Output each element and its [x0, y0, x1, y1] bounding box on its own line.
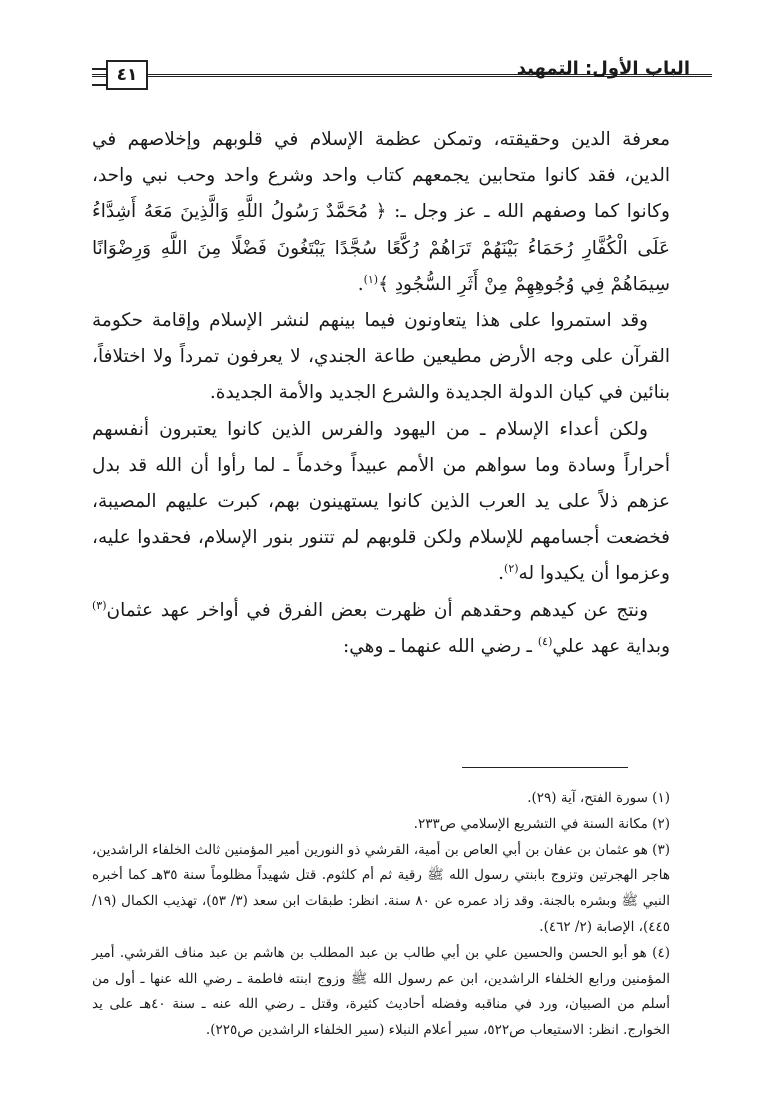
- footnote-3: (٣) هو عثمان بن عفان بن أبي العاص بن أمية، القرشي ذو النورين أمير المؤمنين ثالث الخلفاء الراشدين، هاجر الهجرتين وتزوج بابنتي رسول الله ﷺ رقية ثم أم كلثوم. قتل شهيداً مظلوماً سنة ٣٥هـ كما أخبره النبي ﷺ وبشره بالجنة. وقد زاد عمره عن ٨٠ سنة. انظر: طبقات ابن سعد (٣/ ٥٣)، تهذيب الكمال (١٩/ ٤٤٥)، الإصابة (٢/ ٤٦٢).: [92, 841, 670, 935]
- quran-verse: ﴿ مُحَمَّدٌ رَسُولُ اللَّهِ وَالَّذِينَ مَعَهُ أَشِدَّاءُ عَلَى الْكُفَّارِ رُحَمَاءُ بَيْنَهُمْ تَرَاهُمْ رُكَّعًا سُجَّدًا يَبْتَغُونَ فَضْلًا مِنَ اللَّهِ وَرِضْوَانًا سِيمَاهُمْ فِي وُجُوهِهِمْ مِنْ أَثَرِ السُّجُودِ ﴾: [92, 201, 670, 295]
- p4-part2: وبداية عهد علي: [552, 635, 670, 657]
- footnote-2: (٢) مكانة السنة في التشريع الإسلامي ص٢٣٣.: [413, 815, 670, 832]
- paragraph-3: [92, 412, 670, 593]
- footnote-1: (١) سورة الفتح، آية (٢٩).: [527, 790, 670, 806]
- p1-intro: كما وصفهم الله ـ عز وجل ـ:: [394, 201, 620, 223]
- footnote-ref-1[interactable]: (١): [363, 272, 379, 286]
- footnote-ref-2[interactable]: (٢): [504, 562, 519, 576]
- footnote-4: (٤) هو أبو الحسن والحسين علي بن أبي طالب بن عبد المطلب بن هاشم بن عبد مناف القرشي. أمير المؤمنين ورابع الخلفاء الراشدين، ابن عم رسول الله ﷺ وزوج ابنته فاطمة ـ رضي الله عنها ـ أول من أسلم من الصبيان، ورد في مناقبه وفضله أحاديث كثيرة، وقتل ـ رضي الله عنه ـ سنة ٤٠هـ على يد الخوارج. انظر: الاستيعاب ص٥٢٢، سير أعلام النبلاء (سير الخلفاء الراشدين ص٢٢٥).: [92, 944, 670, 1039]
- main-text: [92, 122, 670, 665]
- footnotes: [92, 786, 670, 1044]
- header-rule-ornament: [92, 68, 106, 86]
- paragraph-2: وقد استمروا على هذا يتعاونون فيما بينهم لنشر الإسلام وإقامة حكومة القرآن على وجه الأرض مطيعين طاعة الجندي، لا يعرفون تمرداً ولا اختلافاً، بنائين في كيان الدولة الجديدة والشرع الجديد والأمة الجديدة.: [92, 310, 670, 404]
- footnote-separator: [462, 767, 628, 768]
- footnote-ref-3[interactable]: (٣): [92, 598, 107, 612]
- p1-line2: فقد كانوا متحابين يجمعهم كتاب واحد وشرع واحد وحب نبي واحد، وكانوا: [92, 165, 670, 223]
- paragraph-1: معرفة الدين وحقيقته، وتمكن عظمة الإسلام في قلوبهم وإخلاصهم في الدين، فقد كانوا متحابين يجمعهم كتاب واحد وشرع واحد وحب نبي واحد، وكانوا كما وصفهم الله ـ عز وجل ـ: ﴿ مُحَمَّدٌ رَسُولُ اللَّهِ وَالَّذِينَ مَعَهُ أَشِدَّاءُ عَلَى الْكُفَّارِ رُحَمَاءُ بَيْنَهُمْ تَرَاهُمْ رُكَّعًا سُجَّدًا يَبْتَغُونَ فَضْلًا مِنَ اللَّهِ وَرِضْوَانًا سِيمَاهُمْ فِي وُجُوهِهِمْ مِنْ أَثَرِ السُّجُودِ ﴾$^{(١)}$.: [92, 129, 670, 295]
- page-number: ٤١: [106, 60, 148, 90]
- running-title: الباب الأول: التمهيد: [516, 58, 690, 79]
- paragraph-4: [92, 593, 670, 665]
- p3-text: ولكن أعداء الإسلام ـ من اليهود والفرس الذين كانوا يعتبرون أنفسهم أحراراً وسادة وما سواهم من الأمم عبيداً وخدماً ـ لما رأوا أن الله قد بدل عزهم ذلاً على يد العرب الذين كانوا يستهينون بهم، كبرت عليهم المصيبة، فخضعت أجسامهم للإسلام ولكن قلوبهم لم تتنور بنور الإسلام، فحقدوا عليه، وعزموا أن يكيدوا له: [92, 418, 670, 585]
- p3-end: .: [498, 563, 505, 585]
- p4-part1: ونتج عن كيدهم وحقدهم أن ظهرت بعض الفرق في أواخر عهد عثمان: [106, 599, 648, 621]
- p4-part3: ـ رضي الله عنهما ـ وهي:: [343, 635, 538, 657]
- footnote-ref-4[interactable]: (٤): [537, 634, 553, 648]
- p1-line1: معرفة الدين وحقيقته، وتمكن عظمة الإسلام في قلوبهم وإخلاصهم في الدين،: [92, 129, 670, 187]
